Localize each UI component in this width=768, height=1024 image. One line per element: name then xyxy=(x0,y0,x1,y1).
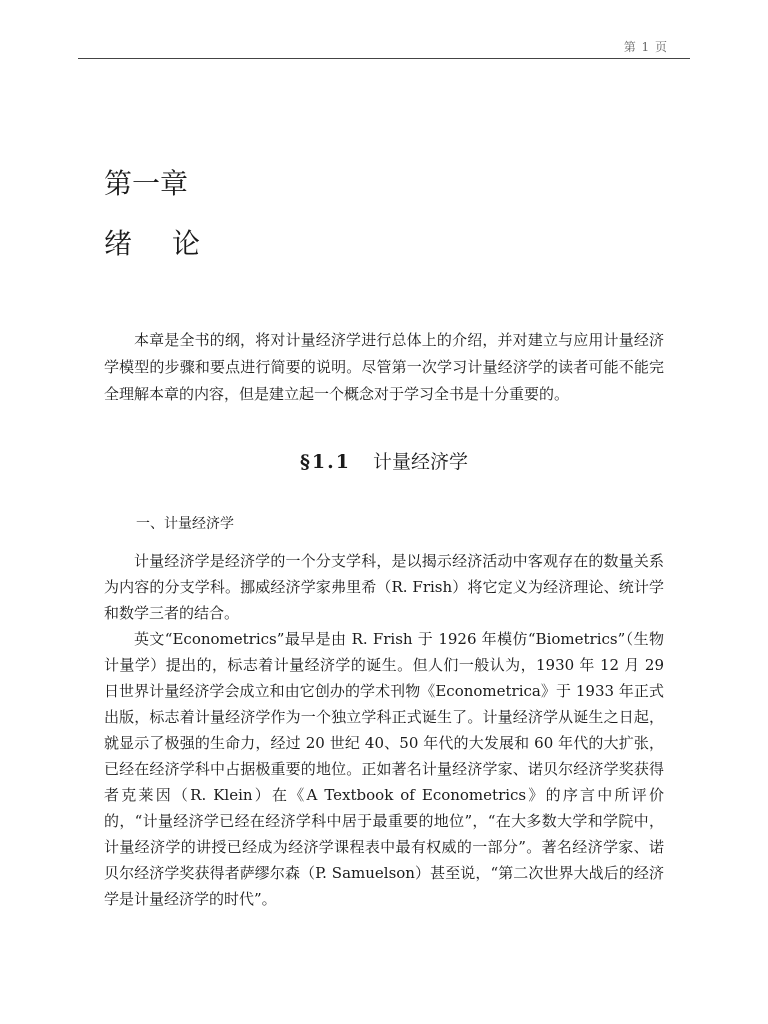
section-heading xyxy=(0,448,768,476)
chapter-number: 第一章 xyxy=(104,167,189,200)
subsection-heading: 一、计量经济学 xyxy=(136,516,234,532)
body-paragraph: 英文“Econometrics”最早是由 R. Frish 于 1926 年模仿“Biometrics”（生物计量学）提出的，标志着计量经济学的诞生。但人们一般认为，1930 年 12 月 29 日世界计量经济学会成立和由它创办的学术刊物《Econometrica》于 1933 年正式出版，标志着计量经济学作为一个独立学科正式诞生了。计量经济学从诞生之日起，就显示了极强的生命力，经过 20 世纪 40、50 年代的大发展和 60 年代的大扩张，已经在经济学科中占据极重要的地位。正如著名计量经济学家、诺贝尔经济学奖获得者克莱因（R. Klein）在《A Textbook of Econometrics》的序言中所评价的，“计量经济学已经在经济学科中居于最重要的地位”，“在大多数大学和学院中，计量经济学的讲授已经成为经济学课程表中最有权威的一部分”。著名经济学家、诺贝尔经济学奖获得者萨缪尔森（P. Samuelson）甚至说，“第二次世界大战后的经济学是计量经济学的时代”。 xyxy=(104,630,664,908)
section-number: §1.1 xyxy=(299,451,351,473)
body-text xyxy=(104,548,664,912)
page-number: 第 1 页 xyxy=(623,40,668,54)
body-paragraph: 计量经济学是经济学的一个分支学科，是以揭示经济活动中客观存在的数量关系为内容的分支学科。挪威经济学家弗里希（R. Frish）将它定义为经济理论、统计学和数学三者的结合。 xyxy=(104,552,664,622)
section-title: 计量经济学 xyxy=(372,451,468,473)
intro-paragraph: 本章是全书的纲，将对计量经济学进行总体上的介绍，并对建立与应用计量经济学模型的步骤和要点进行简要的说明。尽管第一次学习计量经济学的读者可能不能完全理解本章的内容，但是建立起一个概念对于学习全书是十分重要的。 xyxy=(104,331,664,403)
chapter-title: 绪论 xyxy=(104,227,241,260)
header-rule xyxy=(78,58,690,59)
